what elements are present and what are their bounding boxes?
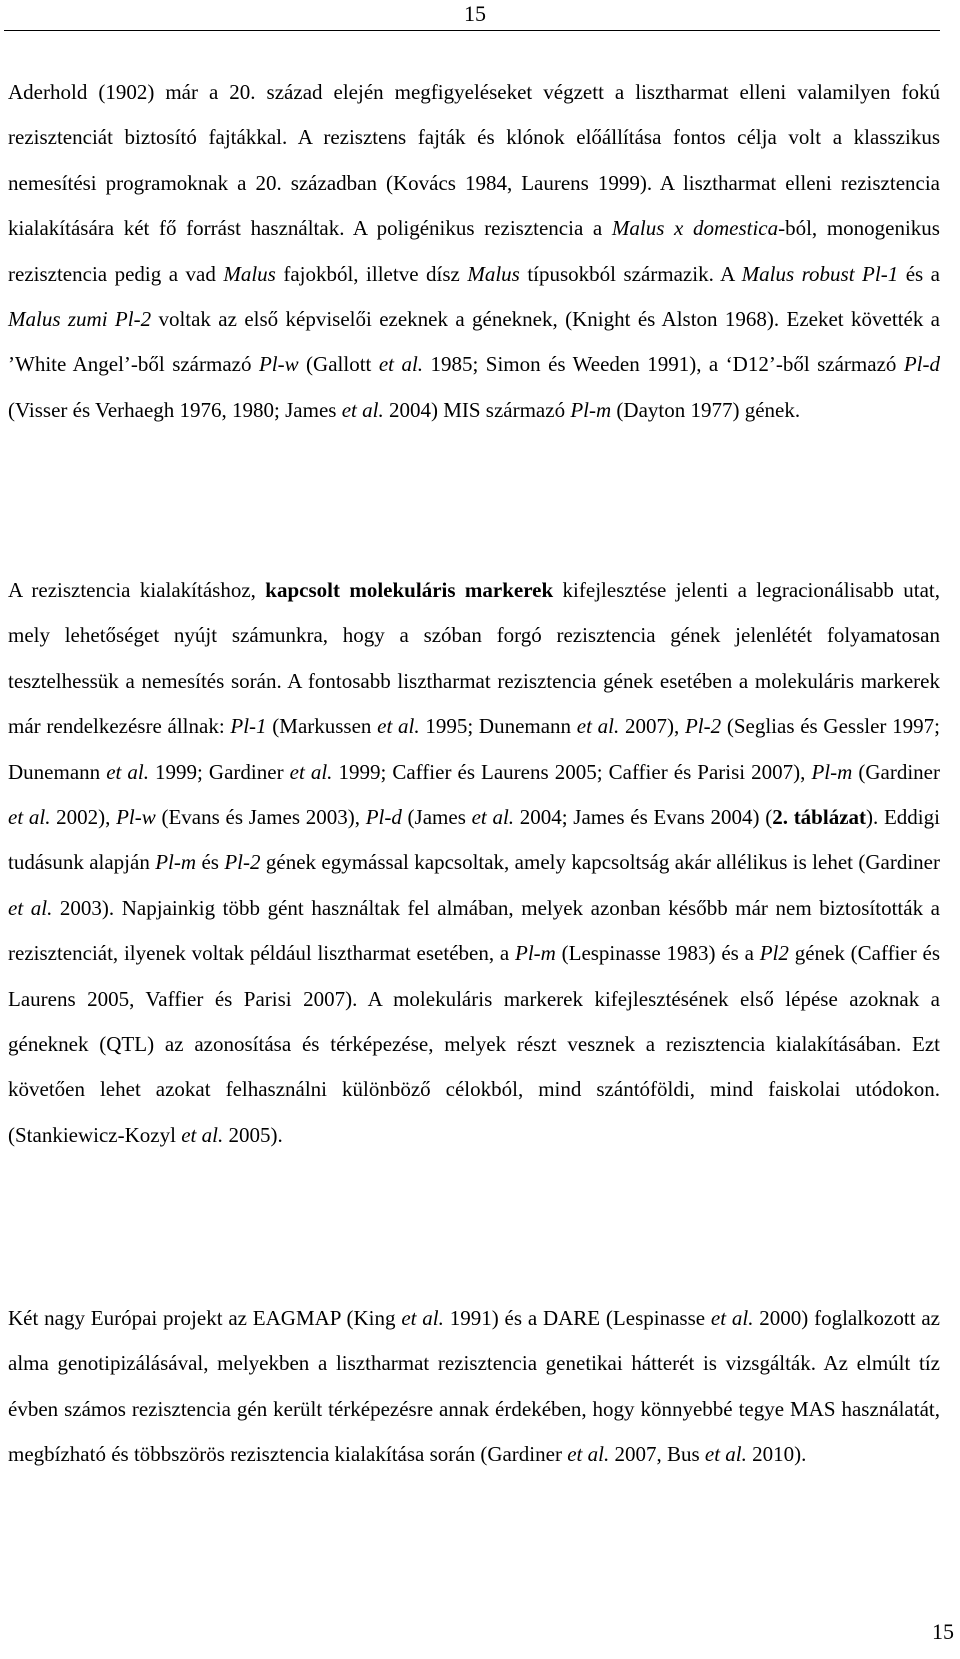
italic-term: Pl2 [759,941,789,966]
text-span: gének egymással kapcsoltak, amely kapcsoltság akár allélikus is lehet (Gardiner [260,850,940,875]
text-span: (James [401,805,472,830]
text-span: (Evans és James 2003), [155,805,366,830]
bold-term: kapcsolt molekuláris markerek [265,578,554,602]
text-span: 2007, Bus [609,1442,705,1467]
italic-term: Pl-m [155,850,197,875]
text-span: 2002), [50,805,117,830]
header-rule [4,30,940,31]
paragraph-3 [8,1296,940,1478]
text-span: (Dayton 1977) gének. [611,397,801,422]
paragraph-2 [8,568,940,1158]
text-span: Aderhold (1902) már a 20. század elején megfigyeléseket végzett a lisztharmat elleni valamilyen fokú rezisztenciát biztosító fajtákkal. A rezisztens fajták és klónok előállítása fontos célja volt a klasszikus nemesítési programoknak a 20. században (Kovács 1984, Laurens 1999). A lisztharmat elleni rezisztencia kialakítására két fő forrást használtak. A poligénikus rezisztencia a [8,80,940,241]
italic-term: Pl-m [570,397,612,422]
italic-term: et al. [181,1122,224,1147]
table-reference: 2. táblázat [772,805,867,830]
italic-term: Pl-w [116,805,156,830]
italic-term: Pl-2 [684,714,722,739]
italic-term: et al. [8,805,51,830]
italic-term: et al. [106,759,149,784]
text-span: (Seglias és Gessler 1997; Dunemann [8,714,940,784]
italic-term: Malus [467,261,520,286]
text-span: 2004; James és Evans 2004) ( [514,805,773,830]
text-span: Két nagy Európai projekt az EAGMAP (King [8,1306,402,1330]
text-span: kifejlesztése jelenti a legracionálisabb utat, mely lehetőséget nyújt számunkra, hogy a szóban forgó rezisztencia gének jelenlétét folyamatosan tesztelhessük a nemesítés során. A fontosabb lisztharmat rezisztencia gének esetében a molekuláris markerek már rendelkezésre állnak: [8,578,940,739]
text-span: (Gallott [298,352,379,377]
italic-term: Pl-d [365,805,402,830]
text-span: 1999; Gardiner [149,759,290,784]
text-span: A rezisztencia kialakításhoz, [8,578,266,602]
text-span: és [196,850,225,875]
text-span: 1995; Dunemann [419,714,577,739]
italic-term: et al. [341,397,384,422]
text-span: (Lespinasse 1983) és a [555,941,760,966]
text-span: (Gardiner [852,759,940,784]
text-span: 2003). Napjainkig több gént használtak fel almában, melyek azonban később már nem biztosították a rezisztenciát, ilyenek voltak például lisztharmat esetében, a [8,895,940,966]
italic-term: et al. [576,714,620,739]
text-span: -ból, monogenikus rezisztencia pedig a vad [8,216,940,286]
italic-term: Pl-m [811,759,853,784]
italic-term: Pl-2 [224,850,261,875]
text-span: 2007), [619,714,685,739]
text-span: ). Eddigi tudásunk alapján [8,805,940,875]
text-span: 2005). [223,1122,283,1147]
paragraph-1 [8,70,940,433]
italic-term: Pl-m [515,941,556,966]
italic-term: Pl-w [258,352,299,377]
text-span: 2000) foglalkozott az alma genotipizálásával, melyekben a lisztharmat rezisztencia genetikai hátterét is vizsgálták. Az elmúlt tíz évben számos rezisztencia gén került térképezésre annak érdekében, hogy könnyebbé tegye MAS használatát, megbízható és többszörös rezisztencia kialakítása során (Gardiner [8,1306,941,1467]
italic-term: et al. [378,352,424,377]
text-span: (Markussen [266,714,378,739]
text-span: 1991) és a DARE (Lespinasse [443,1306,711,1330]
text-span: voltak az első képviselői ezeknek a géneknek, (Knight és Alston 1968). Ezeket követték a ’White Angel’-ből származó [8,307,941,377]
text-span: és a [898,261,940,286]
italic-term: Pl-1 [230,714,267,739]
text-span: 1985; Simon és Weeden 1991), a ‘D12’-ből származó [423,352,904,377]
italic-term: et al. [710,1306,754,1330]
italic-term: Malus [223,261,276,286]
italic-term: Malus zumi Pl-2 [8,307,152,332]
italic-term: et al. [704,1442,747,1467]
italic-term: et al. [567,1442,610,1467]
page-number-bottom: 15 [932,1619,954,1644]
text-span: típusokból származik. A [519,261,742,286]
italic-term: et al. [289,759,333,784]
italic-term: et al. [377,714,420,739]
text-span: gének (Caffier és Laurens 2005, Vaffier és Parisi 2007). A molekuláris markerek kifejlesztésének első lépése azoknak a géneknek (QTL) az azonosítása és térképezése, melyek részt vesznek a rezisztencia kialakításában. Ezt követően lehet azokat felhasználni különböző célokból, mind szántóföldi, mind faiskolai utódokon. (Stankiewicz-Kozyl [8,941,940,1147]
text-span: fajokból, illetve dísz [275,261,468,286]
italic-term: et al. [8,895,53,920]
italic-term: Malus robust Pl-1 [741,261,899,286]
italic-term: Pl-d [903,352,940,377]
text-span: 1999; Caffier és Laurens 2005; Caffier és Parisi 2007), [332,759,812,784]
text-span: 2004) MIS származó [383,397,571,422]
italic-term: Malus x domestica [611,216,779,241]
text-span: 2010). [746,1442,807,1467]
italic-term: et al. [401,1306,444,1330]
italic-term: et al. [471,805,515,830]
page-number-top: 15 [464,1,486,26]
text-span: (Visser és Verhaegh 1976, 1980; James [8,397,342,422]
